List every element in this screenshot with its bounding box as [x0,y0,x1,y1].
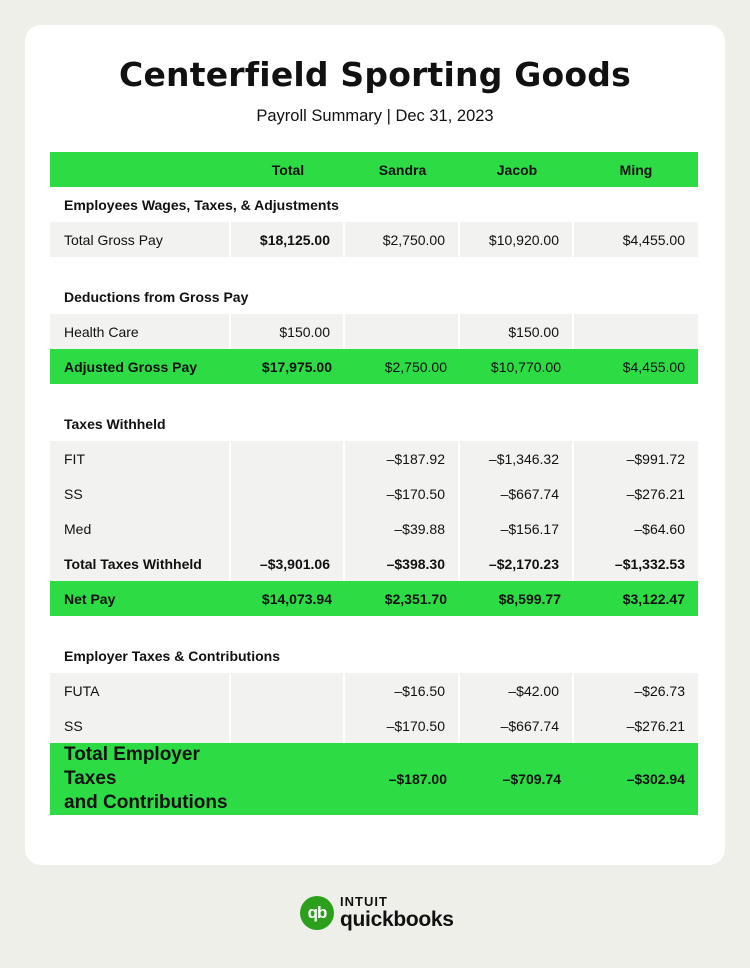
cell-ming: –$276.21 [574,708,698,743]
cell-sandra: –$16.50 [345,673,460,708]
cell-total: $18,125.00 [231,222,345,257]
cell-sandra: –$187.00 [345,743,460,815]
section-heading-wages: Employees Wages, Taxes, & Adjustments [64,196,339,213]
header-total: Total [271,161,305,178]
payroll-card [25,25,725,865]
header-jacob: Jacob [496,161,538,178]
logo-product: quickbooks [340,908,454,931]
header-label-col [50,152,231,187]
row-label: SS [50,708,231,743]
page-title: Centerfield Sporting Goods [119,55,631,94]
quickbooks-mark-icon: qb [300,896,334,930]
section-heading-employer: Employer Taxes & Contributions [64,647,280,664]
quickbooks-logo [300,895,454,930]
section-heading-taxes: Taxes Withheld [64,415,166,432]
row-label: FIT [50,441,231,476]
cell-jacob: –$2,170.23 [460,546,574,581]
cell-ming: –$26.73 [574,673,698,708]
cell-jacob: $8,599.77 [460,581,574,616]
cell-total: $14,073.94 [231,581,345,616]
cell-sandra: $2,750.00 [345,222,460,257]
payroll-table [50,152,698,813]
row-label [50,743,231,815]
cell-sandra [345,314,460,349]
table-row [50,314,698,349]
section-heading-deductions: Deductions from Gross Pay [64,288,249,305]
page-subtitle: Payroll Summary | Dec 31, 2023 [256,107,494,125]
header-ming: Ming [619,161,653,178]
cell-jacob: –$1,346.32 [460,441,574,476]
row-label-line2: and Contributions [64,792,228,813]
cell-jacob: –$667.74 [460,708,574,743]
row-label: Adjusted Gross Pay [50,349,231,384]
cell-ming: –$276.21 [574,476,698,511]
table-row [50,511,698,546]
header-sandra: Sandra [378,161,427,178]
row-label: Total Gross Pay [50,222,231,257]
cell-ming: –$991.72 [574,441,698,476]
cell-total: $150.00 [231,314,345,349]
cell-total [231,743,345,815]
logo-wordmark [340,895,454,930]
row-label-line1: Total Employer Taxes [64,744,200,789]
row-label: Total Taxes Withheld [50,546,231,581]
table-row [50,222,698,257]
cell-total [231,708,345,743]
cell-total: $17,975.00 [231,349,345,384]
cell-ming [574,314,698,349]
cell-total [231,673,345,708]
cell-sandra: $2,750.00 [345,349,460,384]
cell-ming: $3,122.47 [574,581,698,616]
cell-total [231,476,345,511]
cell-ming: $4,455.00 [574,222,698,257]
cell-total [231,511,345,546]
cell-ming: –$1,332.53 [574,546,698,581]
table-row [50,476,698,511]
adjusted-gross-pay-row [50,349,698,384]
cell-jacob: –$156.17 [460,511,574,546]
cell-sandra: –$170.50 [345,476,460,511]
cell-sandra: –$398.30 [345,546,460,581]
cell-sandra: $2,351.70 [345,581,460,616]
cell-jacob: –$709.74 [460,743,574,815]
cell-total [231,441,345,476]
logo-brand: INTUIT [340,894,388,909]
cell-sandra: –$39.88 [345,511,460,546]
row-label: Med [50,511,231,546]
cell-jacob: $10,770.00 [460,349,574,384]
row-label: Net Pay [50,581,231,616]
total-taxes-withheld-row [50,546,698,581]
total-employer-taxes-row [50,743,698,813]
cell-ming: $4,455.00 [574,349,698,384]
row-label: FUTA [50,673,231,708]
cell-ming: –$64.60 [574,511,698,546]
cell-sandra: –$170.50 [345,708,460,743]
cell-sandra: –$187.92 [345,441,460,476]
table-row [50,441,698,476]
cell-total: –$3,901.06 [231,546,345,581]
table-row [50,708,698,743]
cell-jacob: $10,920.00 [460,222,574,257]
table-header-row [50,152,698,187]
table-row [50,673,698,708]
row-label: Health Care [50,314,231,349]
row-label: SS [50,476,231,511]
cell-jacob: $150.00 [460,314,574,349]
cell-jacob: –$42.00 [460,673,574,708]
net-pay-row [50,581,698,616]
cell-jacob: –$667.74 [460,476,574,511]
cell-ming: –$302.94 [574,743,698,815]
